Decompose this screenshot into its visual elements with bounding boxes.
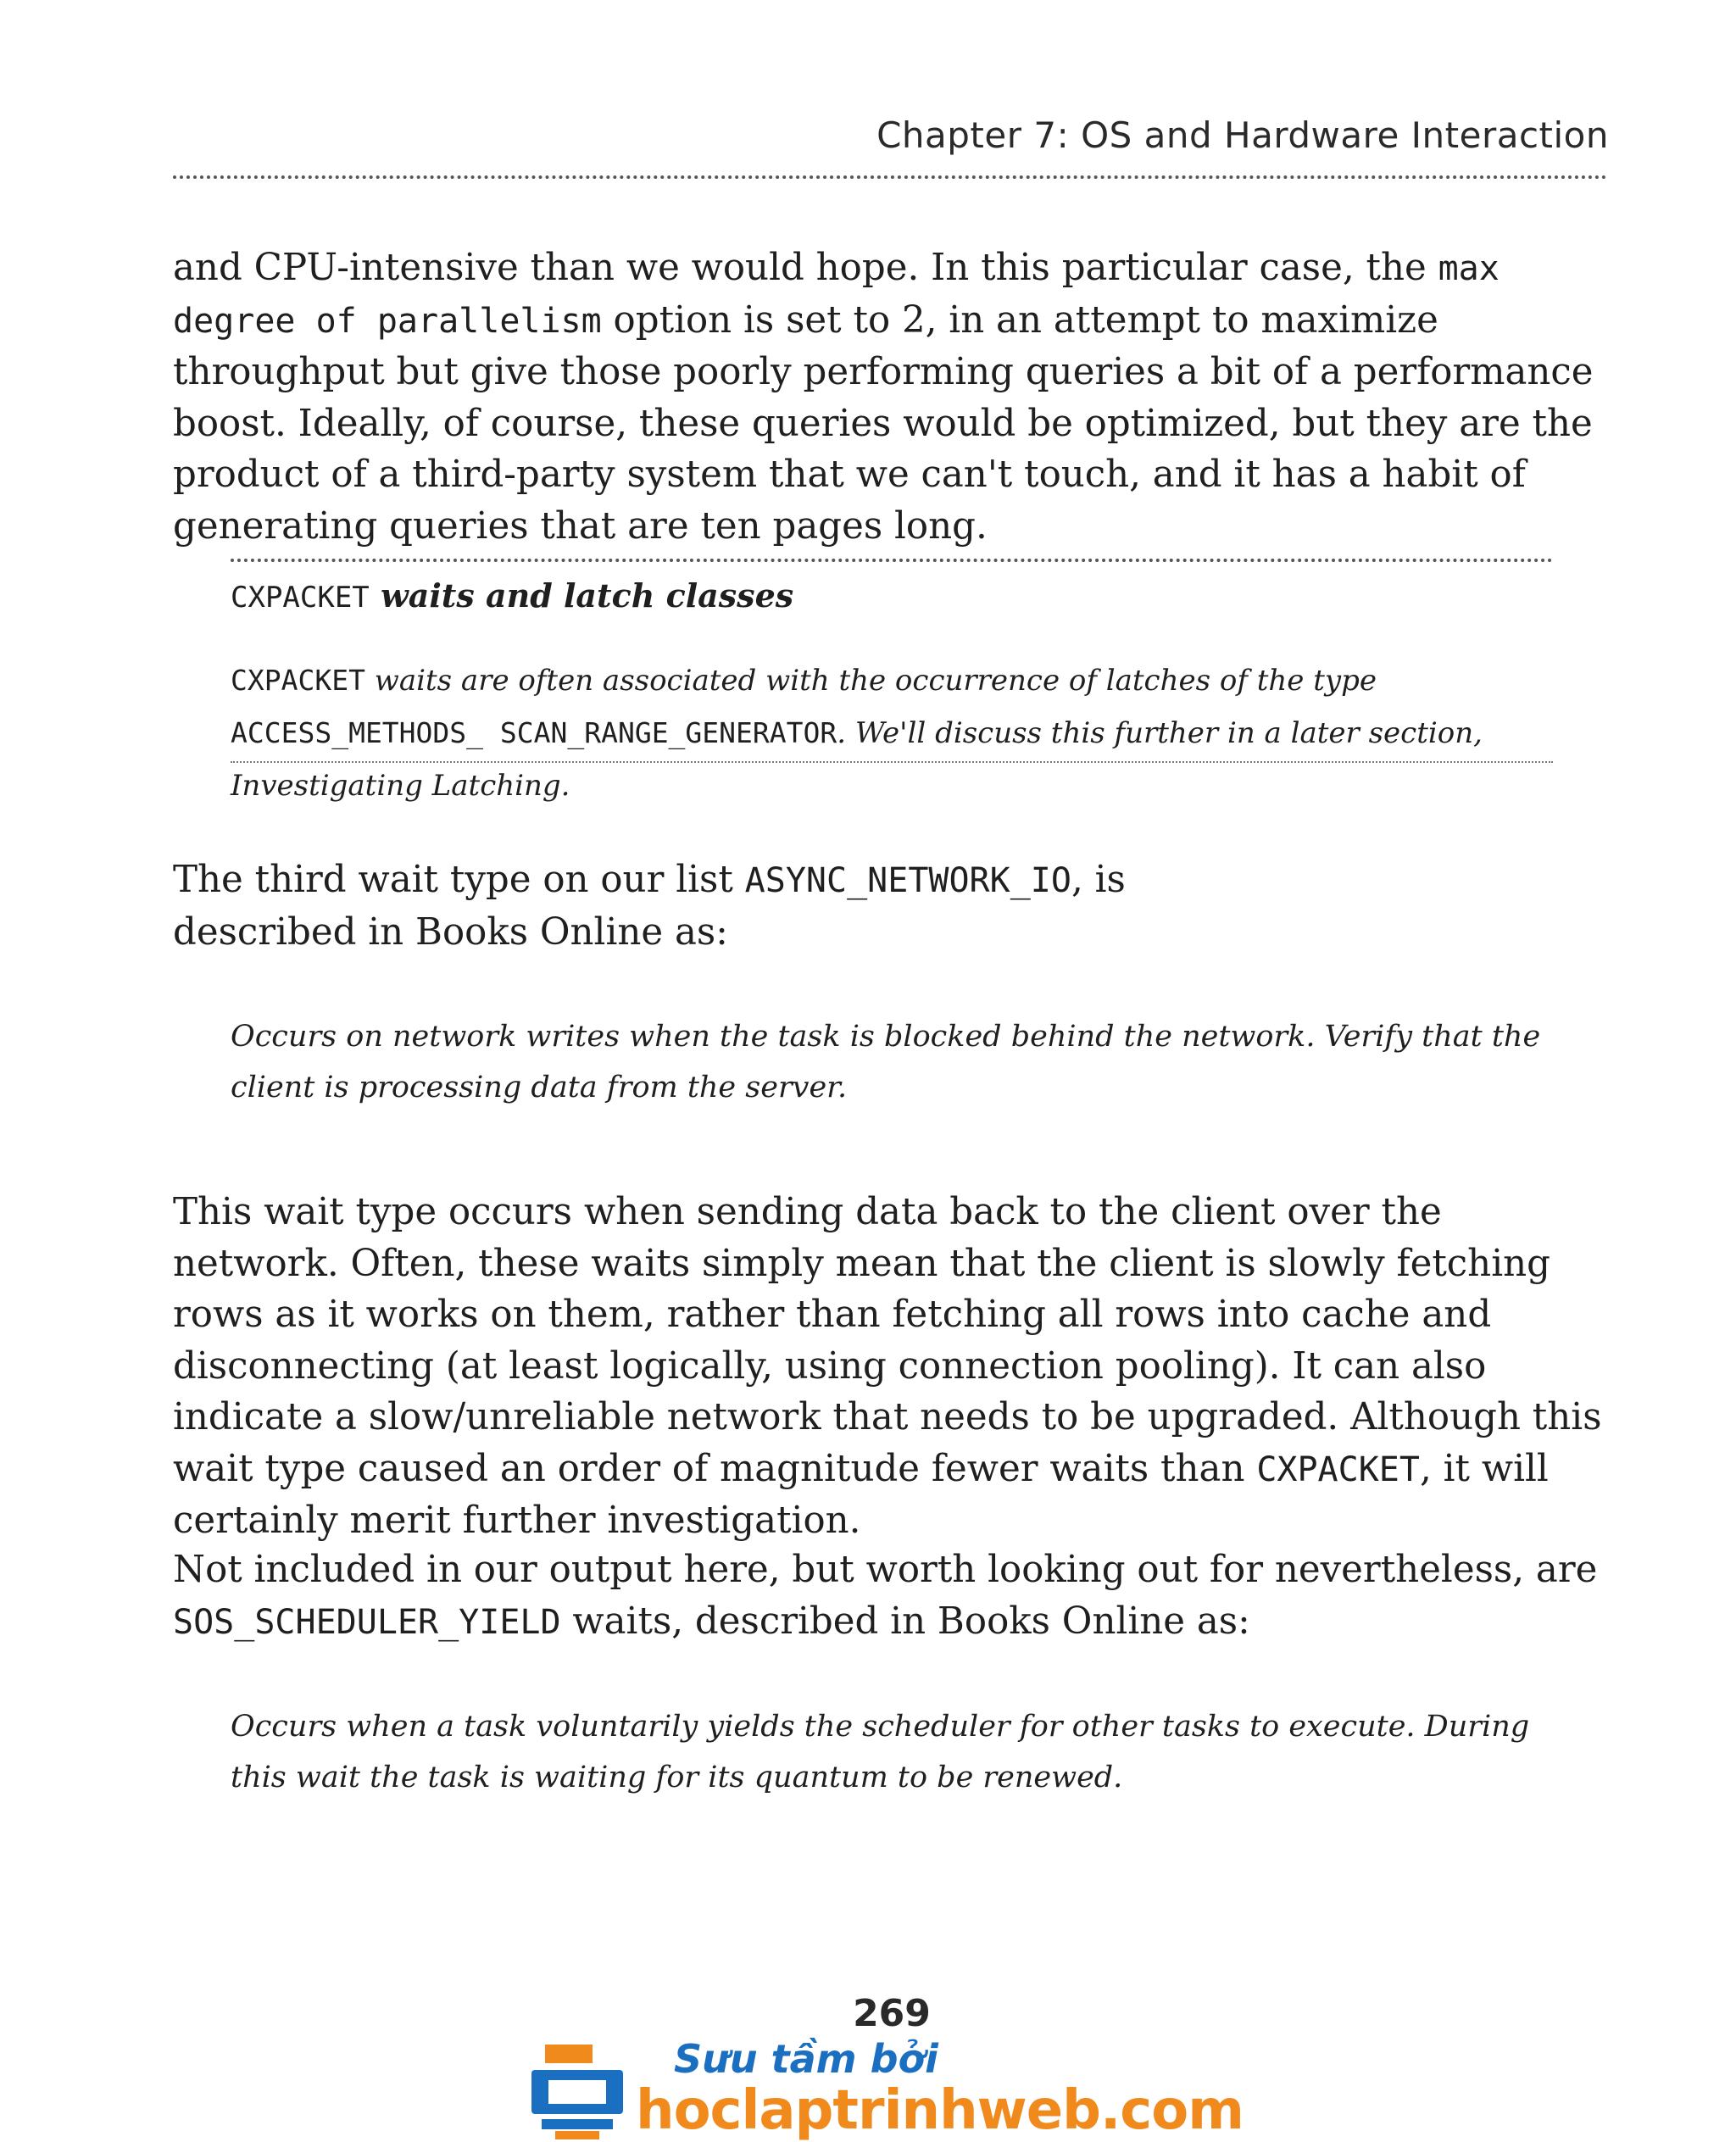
code-max-degree-of-parallelism: max degree of parallelism: [173, 249, 1500, 341]
paragraph-1-text-b: option is set to 2, in an attempt to maximize throughput but give those poorly performing queries a bit of a performance boost. Ideally, of course, these queries would be optimized, but they are the product of a third-party system that we can't touch, and it has a habit of generating queries that are ten pages long.: [173, 298, 1594, 548]
note-text-a: waits are often associated with the occurrence of latches of the type: [364, 664, 1377, 698]
chapter-title: Chapter 7: OS and Hardware Interaction: [876, 114, 1609, 156]
quote-sos-scheduler-yield: Occurs when a task voluntarily yields the scheduler for other tasks to execute. During this wait the task is waiting for its quantum to be renewed.: [231, 1710, 1530, 1794]
paragraph-4-text-b: waits, described in Books Online as:: [560, 1600, 1250, 1643]
code-sos-scheduler-yield: SOS_SCHEDULER_YIELD: [173, 1602, 561, 1642]
watermark-site: hoclaptrinhweb.com: [636, 2079, 1244, 2142]
note-title-code: CXPACKET: [231, 581, 370, 615]
watermark: [530, 2033, 1244, 2142]
paragraph-1: [173, 242, 1605, 552]
header-rule: [173, 175, 1607, 179]
note-title-text: waits and latch classes: [369, 576, 794, 615]
note-body: [231, 654, 1587, 812]
page-number: 269: [853, 1992, 931, 2035]
note-code-latch-type: ACCESS_METHODS_ SCAN_RANGE_GENERATOR: [231, 716, 837, 749]
paragraph-3-text-a: This wait type occurs when sending data back to the client over the network. Often, these waits simply mean that the client is slowly fetching rows as it works on them, rather than fetching all rows into cache and disconnecting (at least logically, using connection pooling). It can also indicate a slow/unreliable network that needs to be upgraded. Although this wait type caused an order of magnitude fewer waits than: [173, 1191, 1602, 1490]
paragraph-2-text-a: The third wait type on our list: [173, 859, 745, 901]
paragraph-3-text-b: , it will certainly merit further investigation.: [173, 1447, 1549, 1542]
paragraph-4: [173, 1544, 1605, 1648]
code-cxpacket: CXPACKET: [1256, 1449, 1420, 1489]
note-bottom-rule: [231, 761, 1553, 763]
paragraph-3: [173, 1187, 1605, 1547]
note-code-cxpacket: CXPACKET: [231, 664, 365, 697]
paragraph-2-text-b: , is described in Books Online as:: [173, 859, 1126, 954]
paragraph-1-text-a: and CPU-intensive than we would hope. In this particular case, the: [173, 247, 1438, 289]
note-top-rule: [231, 559, 1553, 562]
code-async-network-io: ASYNC_NETWORK_IO: [744, 861, 1071, 900]
monitor-logo-icon: [530, 2033, 632, 2141]
paragraph-2: [173, 854, 1275, 958]
note-text-b: . We'll discuss this further in a later section, Investigating Latching.: [231, 716, 1483, 803]
quote-async-network-io: Occurs on network writes when the task is blocked behind the network. Verify that the client is processing data from the server.: [231, 1020, 1541, 1104]
watermark-tagline: Sưu tầm bởi: [674, 2036, 938, 2082]
note-title: [231, 576, 793, 615]
paragraph-4-text-a: Not included in our output here, but worth looking out for nevertheless, are: [173, 1549, 1598, 1591]
